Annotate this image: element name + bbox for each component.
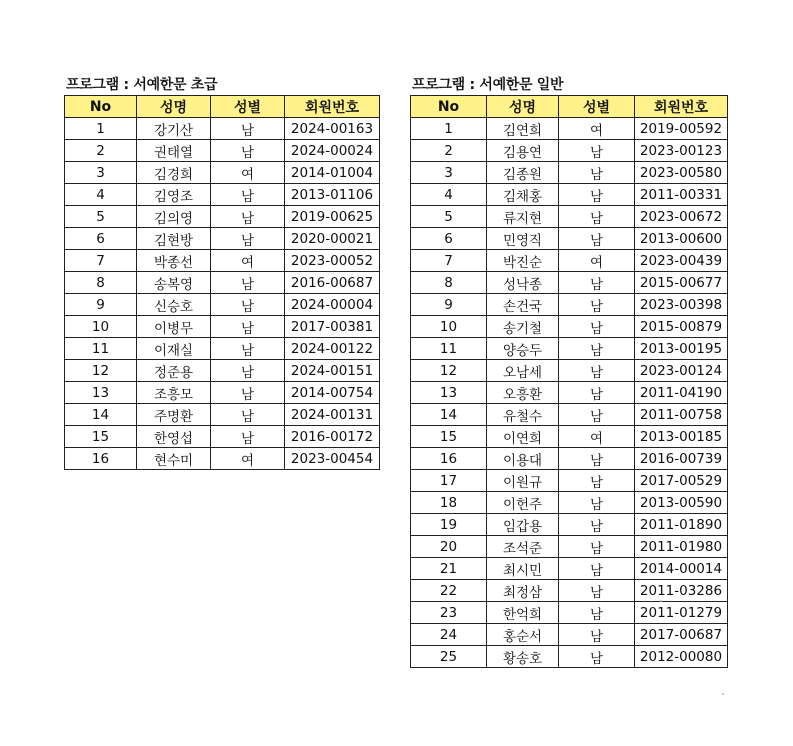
scan-speck	[660, 600, 662, 602]
cell-member-id: 2024-00163	[285, 118, 380, 140]
cell-no: 2	[65, 140, 137, 162]
cell-gender: 남	[211, 272, 285, 294]
table-row	[65, 338, 380, 360]
cell-name: 김용연	[487, 140, 559, 162]
cell-member-id: 2017-00381	[285, 316, 380, 338]
cell-name: 조흥모	[137, 382, 211, 404]
table-row	[411, 162, 728, 184]
cell-gender: 남	[559, 624, 635, 646]
cell-member-id: 2013-01106	[285, 184, 380, 206]
table-row	[65, 360, 380, 382]
cell-member-id: 2023-00398	[635, 294, 728, 316]
cell-no: 5	[411, 206, 487, 228]
cell-no: 10	[65, 316, 137, 338]
cell-gender: 남	[559, 382, 635, 404]
table-row	[65, 316, 380, 338]
table-row	[411, 184, 728, 206]
cell-member-id: 2016-00739	[635, 448, 728, 470]
cell-name: 김현방	[137, 228, 211, 250]
cell-name: 오흥환	[487, 382, 559, 404]
table-row	[411, 206, 728, 228]
table-header-row	[65, 96, 380, 118]
cell-member-id: 2013-00590	[635, 492, 728, 514]
general-program-section	[410, 75, 728, 668]
table-row	[411, 470, 728, 492]
scan-speck	[722, 693, 724, 695]
cell-name: 임갑용	[487, 514, 559, 536]
cell-no: 16	[65, 448, 137, 470]
cell-gender: 남	[559, 206, 635, 228]
cell-member-id: 2014-01004	[285, 162, 380, 184]
cell-gender: 여	[559, 426, 635, 448]
table-row	[411, 316, 728, 338]
table-row	[411, 558, 728, 580]
cell-no: 23	[411, 602, 487, 624]
cell-name: 조석준	[487, 536, 559, 558]
cell-gender: 여	[559, 250, 635, 272]
cell-name: 한억희	[487, 602, 559, 624]
cell-member-id: 2013-00600	[635, 228, 728, 250]
cell-gender: 남	[559, 536, 635, 558]
cell-gender: 남	[559, 580, 635, 602]
table-row	[65, 250, 380, 272]
cell-gender: 남	[211, 316, 285, 338]
table-row	[65, 448, 380, 470]
cell-no: 5	[65, 206, 137, 228]
cell-no: 18	[411, 492, 487, 514]
cell-no: 7	[65, 250, 137, 272]
cell-no: 6	[411, 228, 487, 250]
cell-no: 11	[65, 338, 137, 360]
member-table-beginner	[64, 95, 380, 470]
cell-name: 이헌주	[487, 492, 559, 514]
table-row	[65, 272, 380, 294]
table-row	[65, 162, 380, 184]
cell-no: 25	[411, 646, 487, 668]
cell-name: 신승호	[137, 294, 211, 316]
cell-member-id: 2014-00754	[285, 382, 380, 404]
cell-gender: 남	[559, 294, 635, 316]
cell-no: 24	[411, 624, 487, 646]
cell-no: 12	[411, 360, 487, 382]
cell-no: 15	[411, 426, 487, 448]
cell-gender: 남	[559, 514, 635, 536]
cell-gender: 남	[211, 140, 285, 162]
cell-member-id: 2019-00592	[635, 118, 728, 140]
cell-name: 주명환	[137, 404, 211, 426]
cell-name: 김영조	[137, 184, 211, 206]
cell-member-id: 2011-01279	[635, 602, 728, 624]
cell-no: 14	[411, 404, 487, 426]
member-table-general	[410, 95, 728, 668]
cell-gender: 남	[211, 382, 285, 404]
table-row	[411, 624, 728, 646]
table-body-beginner	[65, 118, 380, 470]
table-row	[411, 272, 728, 294]
cell-no: 4	[65, 184, 137, 206]
table-row	[65, 228, 380, 250]
cell-member-id: 2011-00758	[635, 404, 728, 426]
cell-member-id: 2015-00677	[635, 272, 728, 294]
cell-gender: 남	[211, 184, 285, 206]
table-row	[411, 580, 728, 602]
table-row	[411, 140, 728, 162]
cell-gender: 남	[211, 294, 285, 316]
cell-name: 이병무	[137, 316, 211, 338]
cell-name: 황송호	[487, 646, 559, 668]
cell-no: 6	[65, 228, 137, 250]
cell-no: 11	[411, 338, 487, 360]
cell-no: 21	[411, 558, 487, 580]
cell-name: 김경희	[137, 162, 211, 184]
table-header-row	[411, 96, 728, 118]
header-gender: 성별	[559, 96, 635, 118]
cell-gender: 남	[211, 228, 285, 250]
cell-no: 13	[65, 382, 137, 404]
header-no: No	[411, 96, 487, 118]
cell-member-id: 2024-00131	[285, 404, 380, 426]
cell-name: 김종원	[487, 162, 559, 184]
cell-gender: 여	[211, 448, 285, 470]
table-row	[411, 536, 728, 558]
cell-gender: 남	[559, 316, 635, 338]
cell-no: 3	[65, 162, 137, 184]
cell-no: 8	[411, 272, 487, 294]
cell-member-id: 2023-00672	[635, 206, 728, 228]
header-name: 성명	[137, 96, 211, 118]
cell-name: 이연희	[487, 426, 559, 448]
cell-name: 성낙종	[487, 272, 559, 294]
header-gender: 성별	[211, 96, 285, 118]
cell-no: 8	[65, 272, 137, 294]
cell-name: 이원규	[487, 470, 559, 492]
cell-no: 9	[411, 294, 487, 316]
table-row	[65, 118, 380, 140]
cell-no: 1	[65, 118, 137, 140]
cell-gender: 남	[559, 558, 635, 580]
cell-gender: 남	[211, 338, 285, 360]
cell-member-id: 2023-00123	[635, 140, 728, 162]
table-row	[411, 492, 728, 514]
cell-gender: 남	[559, 492, 635, 514]
cell-gender: 남	[559, 228, 635, 250]
cell-name: 박진순	[487, 250, 559, 272]
beginner-program-section	[64, 75, 380, 470]
header-name: 성명	[487, 96, 559, 118]
cell-no: 22	[411, 580, 487, 602]
cell-gender: 남	[559, 448, 635, 470]
cell-no: 19	[411, 514, 487, 536]
cell-gender: 남	[211, 404, 285, 426]
cell-member-id: 2016-00172	[285, 426, 380, 448]
cell-name: 송복영	[137, 272, 211, 294]
cell-name: 한영섭	[137, 426, 211, 448]
cell-gender: 남	[559, 162, 635, 184]
cell-name: 최정삼	[487, 580, 559, 602]
cell-name: 김연희	[487, 118, 559, 140]
table-row	[411, 404, 728, 426]
cell-no: 15	[65, 426, 137, 448]
table-row	[411, 646, 728, 668]
cell-member-id: 2013-00195	[635, 338, 728, 360]
cell-member-id: 2011-00331	[635, 184, 728, 206]
table-row	[411, 426, 728, 448]
cell-no: 20	[411, 536, 487, 558]
cell-gender: 남	[559, 360, 635, 382]
cell-name: 양승두	[487, 338, 559, 360]
cell-member-id: 2011-03286	[635, 580, 728, 602]
cell-member-id: 2023-00124	[635, 360, 728, 382]
cell-member-id: 2023-00580	[635, 162, 728, 184]
cell-member-id: 2023-00454	[285, 448, 380, 470]
cell-gender: 남	[211, 360, 285, 382]
cell-no: 13	[411, 382, 487, 404]
table-row	[65, 382, 380, 404]
cell-no: 10	[411, 316, 487, 338]
cell-gender: 여	[211, 162, 285, 184]
cell-member-id: 2015-00879	[635, 316, 728, 338]
cell-no: 1	[411, 118, 487, 140]
cell-gender: 남	[559, 184, 635, 206]
cell-name: 홍순서	[487, 624, 559, 646]
table-row	[411, 118, 728, 140]
cell-member-id: 2013-00185	[635, 426, 728, 448]
cell-gender: 남	[559, 602, 635, 624]
cell-no: 14	[65, 404, 137, 426]
cell-member-id: 2011-04190	[635, 382, 728, 404]
program-title-general: 프로그램 : 서예한문 일반	[412, 77, 564, 93]
table-row	[65, 140, 380, 162]
cell-name: 현수미	[137, 448, 211, 470]
cell-member-id: 2020-00021	[285, 228, 380, 250]
cell-name: 유철수	[487, 404, 559, 426]
cell-member-id: 2011-01890	[635, 514, 728, 536]
cell-gender: 남	[211, 426, 285, 448]
cell-gender: 남	[559, 140, 635, 162]
cell-member-id: 2023-00439	[635, 250, 728, 272]
cell-member-id: 2011-01980	[635, 536, 728, 558]
table-row	[411, 602, 728, 624]
cell-member-id: 2019-00625	[285, 206, 380, 228]
cell-member-id: 2024-00004	[285, 294, 380, 316]
cell-name: 김채홍	[487, 184, 559, 206]
cell-gender: 남	[559, 404, 635, 426]
cell-no: 4	[411, 184, 487, 206]
program-title-beginner: 프로그램 : 서예한문 초급	[66, 77, 218, 93]
header-member-id: 회원번호	[635, 96, 728, 118]
cell-no: 3	[411, 162, 487, 184]
cell-gender: 남	[559, 338, 635, 360]
cell-member-id: 2023-00052	[285, 250, 380, 272]
cell-gender: 여	[559, 118, 635, 140]
cell-name: 권태열	[137, 140, 211, 162]
header-no: No	[65, 96, 137, 118]
cell-member-id: 2016-00687	[285, 272, 380, 294]
table-row	[411, 382, 728, 404]
cell-member-id: 2024-00122	[285, 338, 380, 360]
cell-member-id: 2024-00151	[285, 360, 380, 382]
cell-member-id: 2024-00024	[285, 140, 380, 162]
cell-no: 17	[411, 470, 487, 492]
cell-gender: 남	[559, 272, 635, 294]
cell-gender: 여	[211, 250, 285, 272]
table-row	[65, 294, 380, 316]
cell-member-id: 2017-00687	[635, 624, 728, 646]
table-row	[411, 294, 728, 316]
cell-name: 박종선	[137, 250, 211, 272]
cell-gender: 남	[559, 646, 635, 668]
cell-gender: 남	[211, 206, 285, 228]
cell-name: 정준용	[137, 360, 211, 382]
table-row	[411, 360, 728, 382]
cell-name: 민영직	[487, 228, 559, 250]
cell-name: 이용대	[487, 448, 559, 470]
cell-name: 강기산	[137, 118, 211, 140]
table-row	[65, 206, 380, 228]
cell-no: 9	[65, 294, 137, 316]
cell-name: 최시민	[487, 558, 559, 580]
table-row	[65, 404, 380, 426]
table-row	[411, 448, 728, 470]
cell-name: 이재실	[137, 338, 211, 360]
cell-member-id: 2017-00529	[635, 470, 728, 492]
table-body-general	[411, 118, 728, 668]
cell-name: 송기철	[487, 316, 559, 338]
table-row	[411, 338, 728, 360]
cell-member-id: 2014-00014	[635, 558, 728, 580]
cell-name: 김의영	[137, 206, 211, 228]
cell-name: 오남세	[487, 360, 559, 382]
table-row	[65, 426, 380, 448]
table-row	[65, 184, 380, 206]
cell-name: 손건국	[487, 294, 559, 316]
cell-name: 류지현	[487, 206, 559, 228]
cell-no: 7	[411, 250, 487, 272]
header-member-id: 회원번호	[285, 96, 380, 118]
cell-gender: 남	[211, 118, 285, 140]
cell-gender: 남	[559, 470, 635, 492]
table-row	[411, 514, 728, 536]
cell-no: 16	[411, 448, 487, 470]
table-row	[411, 228, 728, 250]
cell-no: 2	[411, 140, 487, 162]
table-row	[411, 250, 728, 272]
cell-no: 12	[65, 360, 137, 382]
cell-member-id: 2012-00080	[635, 646, 728, 668]
